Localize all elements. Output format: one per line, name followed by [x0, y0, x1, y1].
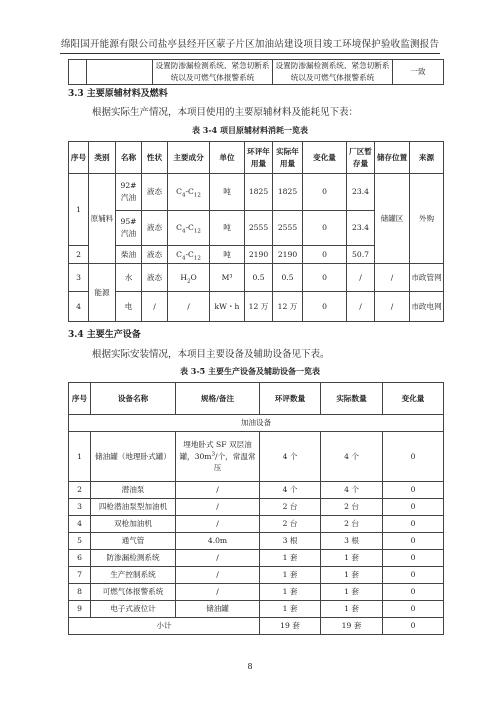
table-cell: 1 套: [260, 584, 321, 601]
table-cell: 储油罐: [176, 601, 260, 618]
table-cell: 19 套: [260, 618, 321, 635]
table-cell: 1: [69, 432, 91, 482]
table-cell: 通气管: [91, 533, 176, 550]
blank-cell: [69, 60, 87, 85]
table-cell: 潜油泵: [91, 482, 176, 499]
table-cell: 95#汽油: [116, 211, 142, 246]
table-cell: 0: [303, 292, 347, 322]
table-cell: 设置防渗漏检测系统、紧急切断系统以及可燃气体报警系统: [273, 60, 393, 85]
table-cell: /: [176, 499, 260, 516]
table-cell: 0: [303, 264, 347, 292]
section-title: 3.4 主要生产设备: [68, 330, 141, 340]
table-cell: 2: [69, 246, 89, 264]
header-cell: 序号: [69, 383, 91, 415]
table-cell: 1825: [245, 174, 273, 211]
table-cell: 埋地卧式 SF 双层油罐，$30m^3/$个，常温常压: [176, 432, 260, 482]
table-cell: 液态: [142, 211, 168, 246]
table-cell: 3: [69, 264, 89, 292]
table-caption: 表 3-5 主要生产设备及辅助设备一览表: [179, 366, 321, 376]
table-cell: 92#汽油: [116, 174, 142, 211]
header-cell: 来源: [410, 142, 444, 174]
table-cell: 0: [303, 174, 347, 211]
table-cell: 1825: [273, 174, 303, 211]
header-cell: 实际年用量: [273, 142, 303, 174]
table-cell: 电子式液位计: [91, 601, 176, 618]
raw-material-table: [68, 141, 444, 322]
table-cell: /: [168, 292, 210, 322]
table-cell: $C_4-C_{12}$: [168, 174, 210, 211]
table-cell: 市政管网: [410, 264, 444, 292]
table-cell: 2555: [245, 211, 273, 246]
table-cell: 0: [303, 211, 347, 246]
table-cell: /: [176, 516, 260, 533]
table-cell: 柴油: [116, 246, 142, 264]
table-cell: 23.4: [347, 174, 375, 211]
table-cell: 2555: [273, 211, 303, 246]
table-cell: 2 台: [321, 516, 383, 533]
table-cell: 3 根: [260, 533, 321, 550]
header-cell: 变化量: [303, 142, 347, 174]
table-cell: 50.7: [347, 246, 375, 264]
table-cell: 4 个: [321, 482, 383, 499]
table-cell: 1 套: [260, 550, 321, 567]
table-cell: 吨: [210, 246, 245, 264]
table-cell: 水: [116, 264, 142, 292]
table-cell: 4 个: [260, 482, 321, 499]
table-cell: 12 万: [273, 292, 303, 322]
header-cell: 设备名称: [91, 383, 176, 415]
table-cell: 1: [69, 174, 89, 246]
header-cell: 类别: [89, 142, 116, 174]
table-cell: 3 根: [321, 533, 383, 550]
section-title: 3.3 主要原辅材料及燃料: [68, 89, 168, 99]
table-cell: 1 套: [260, 567, 321, 584]
table-cell: $C_4-C_{12}$: [168, 246, 210, 264]
table-cell: 2 台: [321, 499, 383, 516]
header-cell: 厂区暂存量: [347, 142, 375, 174]
table-cell: 5: [69, 533, 91, 550]
table-cell: 4 个: [321, 432, 383, 482]
header-cell: 名称: [116, 142, 142, 174]
header-cell: 实际数量: [321, 383, 383, 415]
equipment-table: [68, 382, 444, 635]
table-cell: $C_4-C_{12}$: [168, 211, 210, 246]
table-cell: 液态: [142, 264, 168, 292]
table-cell: 0: [383, 516, 444, 533]
table-cell: $H_2O$: [168, 264, 210, 292]
header-rule: [60, 53, 440, 54]
table-cell: /: [176, 482, 260, 499]
header-cell: 环评年用量: [245, 142, 273, 174]
table-cell: 4: [69, 292, 89, 322]
table-cell: 0: [383, 550, 444, 567]
table-cell: 1 套: [321, 584, 383, 601]
subtotal-label: 小计: [69, 618, 260, 635]
table-cell: 2190: [273, 246, 303, 264]
paragraph: 根据实际安装情况，本项目主要设备及辅助设备见下表。: [92, 349, 330, 360]
header-cell: 变化量: [383, 383, 444, 415]
table-cell: 0: [303, 246, 347, 264]
table-cell: 23.4: [347, 211, 375, 246]
table-cell: /: [347, 264, 375, 292]
table-cell: 双枪加油机: [91, 516, 176, 533]
page-header: 绵阳国开能源有限公司盐亭县经开区蒙子片区加油站建设项目竣工环境保护验收监测报告: [60, 39, 440, 50]
table-cell: 9: [69, 601, 91, 618]
table-cell: 0: [383, 482, 444, 499]
table-cell: 0.5: [245, 264, 273, 292]
table-cell: 原辅料: [89, 174, 116, 264]
table-cell: 0: [383, 601, 444, 618]
table-cell: /: [176, 567, 260, 584]
table-cell: 0: [383, 567, 444, 584]
header-cell: 储存位置: [375, 142, 410, 174]
table-cell: 外购: [410, 174, 444, 264]
table-cell: /: [347, 292, 375, 322]
table-cell: 2190: [245, 246, 273, 264]
table-cell: 一致: [393, 60, 444, 85]
table-cell: /: [142, 292, 168, 322]
table-cell: 0: [383, 618, 444, 635]
table-cell: /: [176, 550, 260, 567]
header-cell: 单位: [210, 142, 245, 174]
table-cell: 3: [69, 499, 91, 516]
table-cell: 四枪潜油泵型加油机: [91, 499, 176, 516]
header-cell: 环评数量: [260, 383, 321, 415]
table-cell: 0: [383, 499, 444, 516]
header-cell: 主要成分: [168, 142, 210, 174]
table-cell: 生产控制系统: [91, 567, 176, 584]
table-caption: 表 3-4 项目原辅材料消耗一览表: [191, 125, 309, 135]
table-cell: 0: [383, 533, 444, 550]
paragraph: 根据实际生产情况，本项目使用的主要原辅材料及能耗见下表：: [92, 107, 359, 118]
table-cell: 0.5: [273, 264, 303, 292]
page-number: 8: [247, 662, 253, 671]
table-cell: 0: [383, 432, 444, 482]
header-cell: 规格/备注: [176, 383, 260, 415]
table-cell: 0: [383, 584, 444, 601]
blank-cell: [87, 60, 153, 85]
continued-table: [68, 59, 444, 85]
table-cell: kW・h: [210, 292, 245, 322]
table-cell: 19 套: [321, 618, 383, 635]
table-cell: 1 套: [321, 601, 383, 618]
table-cell: 能源: [89, 264, 116, 322]
table-cell: 2 台: [260, 516, 321, 533]
table-cell: 1 套: [260, 601, 321, 618]
table-cell: 4.0m: [176, 533, 260, 550]
table-cell: 12 万: [245, 292, 273, 322]
table-cell: 吨: [210, 211, 245, 246]
table-cell: 市政电网: [410, 292, 444, 322]
table-cell: 6: [69, 550, 91, 567]
table-cell: 8: [69, 584, 91, 601]
header-cell: 序号: [69, 142, 89, 174]
table-cell: 可燃气体报警系统: [91, 584, 176, 601]
table-cell: 电: [116, 292, 142, 322]
table-cell: 液态: [142, 174, 168, 211]
table-cell: 防渗漏检测系统: [91, 550, 176, 567]
header-cell: 性状: [142, 142, 168, 174]
table-cell: /: [375, 292, 410, 322]
table-cell: M³: [210, 264, 245, 292]
table-cell: 吨: [210, 174, 245, 211]
table-cell: 储罐区: [375, 174, 410, 264]
table-cell: /: [375, 264, 410, 292]
table-cell: 7: [69, 567, 91, 584]
table-cell: 2: [69, 482, 91, 499]
table-cell: 4 个: [260, 432, 321, 482]
table-cell: 储油罐（地理卧式罐）: [91, 432, 176, 482]
table-cell: 液态: [142, 246, 168, 264]
table-cell: 4: [69, 516, 91, 533]
group-row: 加油设备: [69, 415, 444, 432]
table-cell: /: [176, 584, 260, 601]
table-cell: 2 台: [260, 499, 321, 516]
table-cell: 1 套: [321, 567, 383, 584]
table-cell: 1 套: [321, 550, 383, 567]
table-cell: 设置防渗漏检测系统、紧急切断系统以及可燃气体报警系统: [153, 60, 273, 85]
